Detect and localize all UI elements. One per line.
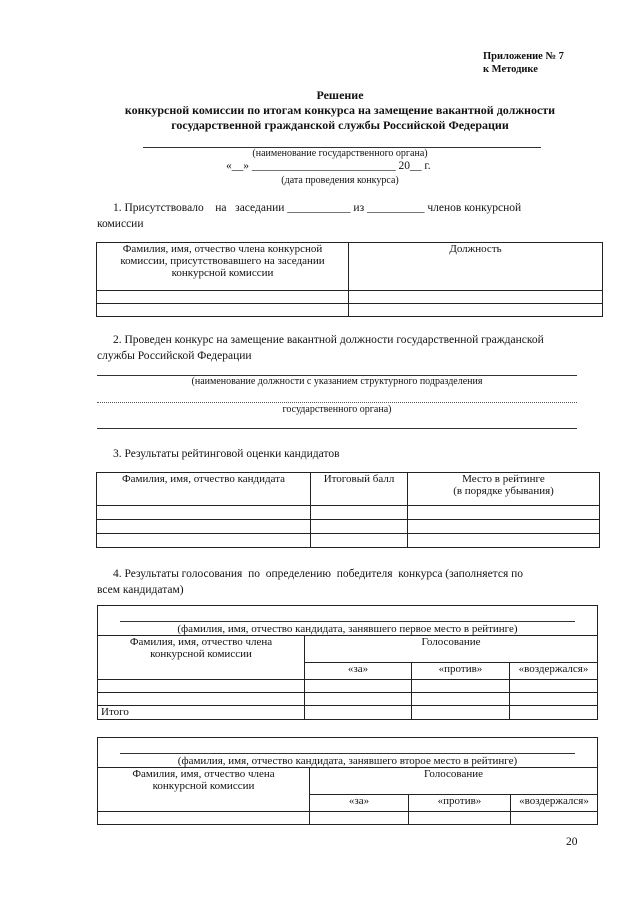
rating-cell[interactable]	[97, 534, 311, 548]
section2-caption1: (наименование должности с указанием структурного подразделения	[191, 376, 483, 387]
voting-cell[interactable]	[412, 706, 510, 720]
page-number: 20	[566, 836, 578, 848]
appendix-label	[483, 50, 564, 76]
voting-table-first	[97, 605, 598, 720]
voting-table-second-header	[98, 738, 598, 768]
rating-cell[interactable]	[311, 520, 408, 534]
appendix-line2: к Методике	[483, 64, 538, 75]
rating-col-candidate: Фамилия, имя, отчество кандидата	[97, 473, 311, 506]
appendix-line1: Приложение № 7	[483, 51, 564, 62]
voting-total-label: Итого	[98, 706, 305, 720]
voting-cell[interactable]	[310, 812, 409, 825]
attendance-cell[interactable]	[97, 304, 349, 317]
rating-cell[interactable]	[408, 534, 600, 548]
attendance-table	[96, 242, 603, 317]
rating-cell[interactable]	[408, 506, 600, 520]
voting-cell[interactable]	[412, 693, 510, 706]
section4-text-line1: 4. Результаты голосования по определению победителя конкурса (заполняется по	[113, 568, 524, 580]
voting-table-first-header	[98, 606, 598, 636]
title-line3: государственной гражданской службы Российской Федерации	[171, 118, 509, 132]
voting-table-second-caption: (фамилия, имя, отчество кандидата, занявшего второе место в рейтинге)	[177, 755, 518, 767]
attendance-cell[interactable]	[349, 291, 603, 304]
voting-cell[interactable]	[511, 812, 598, 825]
org-caption: (наименование государственного органа)	[252, 148, 428, 159]
rating-cell[interactable]	[311, 534, 408, 548]
voting-cell[interactable]	[305, 693, 412, 706]
voting-cell[interactable]	[98, 812, 310, 825]
rating-cell[interactable]	[97, 506, 311, 520]
voting-cell[interactable]	[98, 680, 305, 693]
voting-cell[interactable]	[305, 680, 412, 693]
voting-table-first-caption: (фамилия, имя, отчество кандидата, занявшего первое место в рейтинге)	[177, 623, 518, 635]
voting-cell[interactable]	[409, 812, 511, 825]
candidate-name-line	[120, 753, 575, 754]
title-line1: Решение	[316, 88, 364, 102]
rating-col-place-line1: Место в рейтинге	[462, 473, 545, 485]
section2-separator	[97, 428, 577, 429]
section1-text-line2: комиссии	[97, 218, 144, 230]
title-line2: конкурсной комиссии по итогам конкурса на замещение вакантной должности	[124, 103, 556, 117]
section4-text-line2: всем кандидатам)	[97, 584, 184, 596]
voting-col-for: «за»	[305, 663, 412, 680]
attendance-cell[interactable]	[97, 291, 349, 304]
voting2-col-voting: Голосование	[310, 768, 598, 795]
section2-caption2: государственного органа)	[282, 404, 392, 415]
voting2-col-against: «против»	[409, 795, 511, 812]
voting2-col-member	[98, 768, 310, 812]
date-caption: (дата проведения конкурса)	[281, 175, 399, 186]
voting-col-member-line1: Фамилия, имя, отчество члена	[129, 636, 273, 648]
voting-table-second	[97, 737, 598, 825]
section1-text-line1: 1. Присутствовало на заседании ___________ из __________ членов конкурсной	[113, 202, 522, 214]
rating-cell[interactable]	[311, 506, 408, 520]
voting-cell[interactable]	[305, 706, 412, 720]
voting-col-member-line2: конкурсной комиссии	[150, 648, 252, 660]
rating-col-place-line2: (в порядке убывания)	[453, 485, 554, 497]
candidate-name-line	[120, 621, 575, 622]
position-name-line2	[97, 402, 577, 403]
date-line: «__» _________________________ 20__ г.	[226, 160, 431, 172]
section3-text: 3. Результаты рейтинговой оценки кандидатов	[113, 448, 340, 460]
attendance-cell[interactable]	[349, 304, 603, 317]
section2-text-line2: службы Российской Федерации	[97, 350, 252, 362]
voting-cell[interactable]	[510, 706, 598, 720]
voting-cell[interactable]	[510, 693, 598, 706]
voting-cell[interactable]	[510, 680, 598, 693]
section2-text-line1: 2. Проведен конкурс на замещение вакантной должности государственной гражданской	[113, 334, 544, 346]
voting-col-member	[98, 636, 305, 680]
attendance-col-position: Должность	[349, 243, 603, 291]
voting-col-abstain: «воздержался»	[510, 663, 598, 680]
rating-cell[interactable]	[97, 520, 311, 534]
rating-table	[96, 472, 600, 548]
voting2-col-abstain: «воздержался»	[511, 795, 598, 812]
attendance-col-member: Фамилия, имя, отчество члена конкурсной комиссии, присутствовавшего на заседании конкурсной комиссии	[97, 243, 349, 291]
voting-cell[interactable]	[98, 693, 305, 706]
voting-col-voting: Голосование	[305, 636, 598, 663]
voting2-col-member-line2: конкурсной комиссии	[152, 780, 255, 792]
voting-cell[interactable]	[412, 680, 510, 693]
voting-col-against: «против»	[412, 663, 510, 680]
rating-col-place	[408, 473, 600, 506]
voting2-col-for: «за»	[310, 795, 409, 812]
voting2-col-member-line1: Фамилия, имя, отчество члена	[132, 768, 275, 780]
rating-cell[interactable]	[408, 520, 600, 534]
rating-col-score: Итоговый балл	[311, 473, 408, 506]
